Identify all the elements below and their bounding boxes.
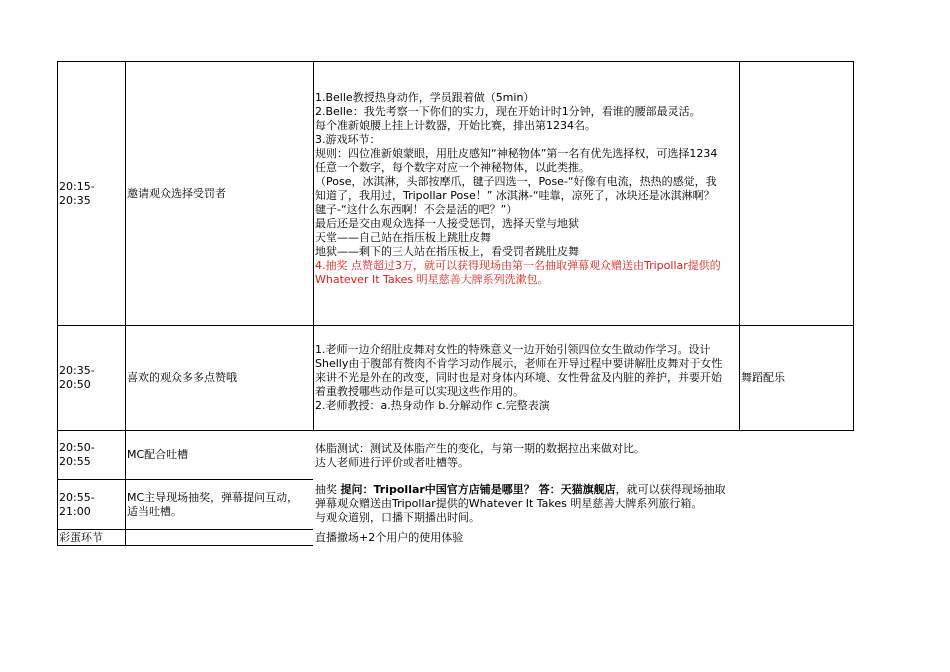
row-5-time-cell bbox=[58, 530, 125, 545]
row-2-content-cell bbox=[315, 343, 739, 413]
grid-line bbox=[853, 61, 854, 430]
content-line: 3.游戏环节： bbox=[315, 133, 381, 146]
row-3-time: 20:50-20:55 bbox=[59, 441, 95, 468]
content-line: 任意一个数字，每个数字对应一个神秘物体，以此类推。 bbox=[315, 161, 590, 174]
row-5-time: 彩蛋环节 bbox=[59, 530, 103, 544]
row-1-time-cell bbox=[58, 62, 125, 325]
row-1-content-cell bbox=[315, 91, 739, 287]
row-4-content-cell bbox=[315, 483, 745, 525]
row-4-time: 20:55-21:00 bbox=[59, 490, 95, 518]
content-line: 毽子-“这什么东西啊！不会是活的吧？”） bbox=[315, 203, 518, 216]
row-1-title-cell bbox=[126, 62, 313, 325]
content-line: 来讲不光是外在的改变，同时也是对身体内环境、女性骨盆及内脏的养护，并要开始 bbox=[315, 371, 722, 384]
content-line: 知道了，我用过，Tripollar Pose！” 冰淇淋-“哇靠，凉死了，冰块还是冰淇淋啊？ bbox=[315, 189, 715, 202]
row-2-title: 喜欢的观众多多点赞哦 bbox=[127, 371, 237, 384]
content-line: 地狱——剩下的三人站在指压板上，看受罚者跳肚皮舞 bbox=[315, 245, 579, 258]
content-line: 与观众道别，口播下期播出时间。 bbox=[315, 511, 480, 524]
row-3-time-cell bbox=[58, 431, 125, 479]
content-line: 1.Belle教授热身动作，学员跟着做（5min） bbox=[315, 91, 535, 104]
content-line: 规则：四位准新娘蒙眼，用肚皮感知“神秘物体”第一名有优先选择权，可选择1234 bbox=[315, 147, 718, 160]
prize-question: 提问：Tripollar中国官方店铺是哪里？ 答：天猫旗舰店 bbox=[340, 483, 616, 496]
content-line-highlight: 4.抽奖 点赞超过3万，就可以获得现场由第一名抽取弹幕观众赠送由Tripollar提供的 bbox=[315, 259, 721, 272]
prize-suffix: ，就可以获得现场抽取 bbox=[615, 483, 726, 496]
row-3-title: MC配合吐槽 bbox=[127, 448, 189, 461]
row-3-content-cell bbox=[315, 442, 739, 470]
row-1-title: 邀请观众选择受罚者 bbox=[127, 186, 226, 200]
row-4-title-cell bbox=[126, 480, 313, 529]
content-line: 天堂——自己站在指压板上跳肚皮舞 bbox=[315, 231, 491, 244]
content-line: 1.老师一边介绍肚皮舞对女性的特殊意义一边开始引领四位女生做动作学习。设计 bbox=[315, 343, 711, 356]
grid-line bbox=[57, 545, 313, 546]
content-line-highlight: Whatever It Takes 明星慈善大牌系列洗漱包。 bbox=[315, 273, 549, 286]
row-2-time: 20:35-20:50 bbox=[59, 364, 95, 391]
content-line: 弹幕观众赠送由Tripollar提供的Whatever It Takes 明星慈善大牌系列旅行箱。 bbox=[315, 497, 703, 510]
row-2-title-cell bbox=[126, 326, 313, 430]
content-line: 2.老师教授：a.热身动作 b.分解动作 c.完整表演 bbox=[315, 399, 550, 412]
row-2-note: 舞蹈配乐 bbox=[741, 371, 785, 384]
row-3-title-cell bbox=[126, 431, 313, 479]
content-line: 着重教授哪些动作是可以实现这些作用的。 bbox=[315, 385, 524, 398]
row-4-title-line: 适当吐槽。 bbox=[127, 504, 182, 518]
row-5-content-cell bbox=[315, 531, 739, 545]
row-2-time-cell bbox=[58, 326, 125, 430]
content-line: （Pose，冰淇淋，头部按摩爪，毽子四选一，Pose-“好像有电流，热热的感觉，我 bbox=[315, 175, 717, 188]
row-2-note-cell bbox=[740, 326, 853, 430]
content-line: 达人老师进行评价或者吐槽等。 bbox=[315, 456, 469, 469]
content-line: 直播撤场+2个用户的使用体验 bbox=[315, 531, 464, 544]
content-line: 最后还是交由观众选择一人接受惩罚，选择天堂与地狱 bbox=[315, 217, 579, 230]
grid-line bbox=[313, 61, 314, 430]
prize-line bbox=[315, 483, 745, 497]
content-line: 每个准新娘腰上挂上计数器，开始比赛，排出第1234名。 bbox=[315, 119, 596, 132]
content-line: 2.Belle：我先考察一下你们的实力，现在开始计时1分钟，看谁的腰部最灵活。 bbox=[315, 105, 701, 118]
prize-prefix: 抽奖 bbox=[315, 483, 341, 496]
content-line: Shelly由于腹部有赘肉不肯学习动作展示，老师在开导过程中要讲解肚皮舞对于女性 bbox=[315, 357, 723, 370]
content-line: 体脂测试：测试及体脂产生的变化，与第一期的数据拉出来做对比。 bbox=[315, 442, 645, 455]
row-4-title-line: MC主导现场抽奖，弹幕提问互动， bbox=[127, 490, 299, 504]
row-1-time: 20:15-20:35 bbox=[59, 179, 95, 207]
row-4-time-cell bbox=[58, 480, 125, 529]
